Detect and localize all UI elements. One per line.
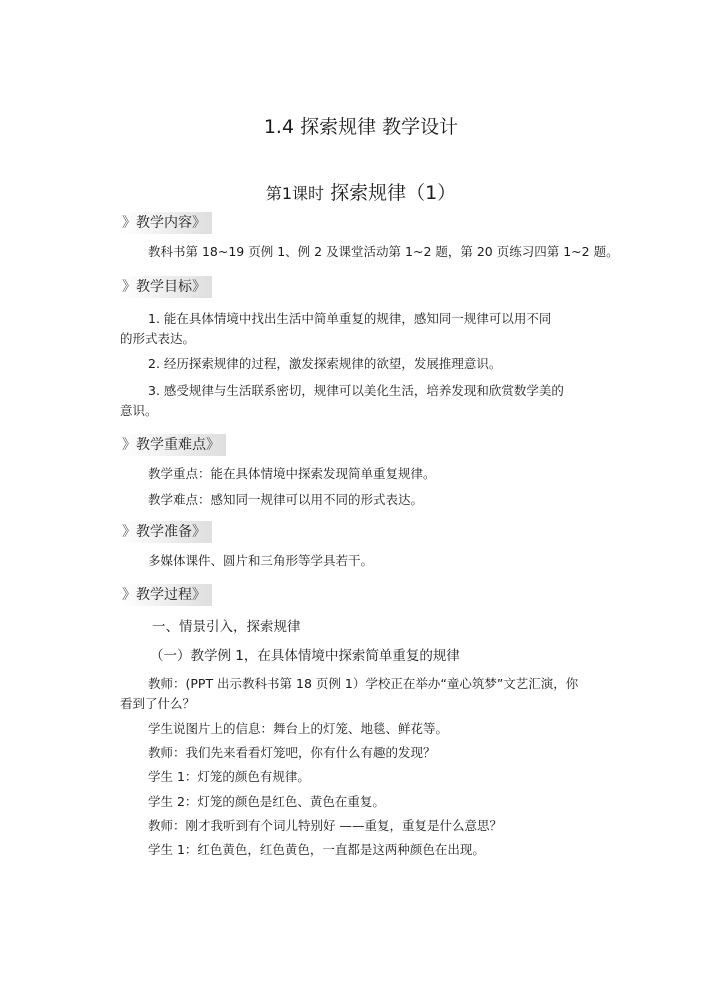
bracket-left: 》 bbox=[122, 215, 136, 231]
goal-2: 2. 经历探索规律的过程，激发探索规律的欲望，发展推理意识。 bbox=[148, 356, 502, 371]
bracket-right: 》 bbox=[192, 215, 206, 231]
section-label: 教学准备 bbox=[136, 524, 192, 540]
section-header-goals bbox=[120, 276, 212, 298]
section-header-content bbox=[120, 212, 212, 234]
section-header-process bbox=[120, 584, 212, 606]
goal-3-line-2: 意识。 bbox=[120, 403, 158, 418]
content-text: 教科书第 18~19 页例 1、例 2 及课堂活动第 1~2 题，第 20 页练习四第 1~2 题。 bbox=[148, 244, 619, 259]
dialogue-student-4: 学生 1：红色黄色，红色黄色，一直都是这两种颜色在出现。 bbox=[148, 842, 485, 857]
section-header-prep bbox=[120, 521, 212, 543]
section-label: 教学目标 bbox=[136, 279, 192, 295]
section-label: 教学重难点 bbox=[136, 437, 206, 453]
goal-1-line-2: 的形式表达。 bbox=[120, 331, 196, 346]
section-label: 教学内容 bbox=[136, 215, 192, 231]
bracket-right: 》 bbox=[192, 524, 206, 540]
goal-3-line-1: 3. 感受规律与生活联系密切，规律可以美化生活，培养发现和欣赏数学美的 bbox=[148, 383, 564, 398]
process-part-1-heading: 一、情景引入，探索规律 bbox=[152, 619, 301, 635]
bracket-right: 》 bbox=[192, 279, 206, 295]
bracket-right: 》 bbox=[206, 437, 220, 453]
dialogue-student-1: 学生说图片上的信息：舞台上的灯笼、地毯、鲜花等。 bbox=[148, 721, 449, 736]
bracket-left: 》 bbox=[122, 279, 136, 295]
dialogue-teacher-1-line-2: 看到了什么？ bbox=[120, 696, 196, 711]
document-title: 1.4 探索规律 教学设计 bbox=[263, 116, 459, 138]
lesson-heading bbox=[0, 180, 722, 207]
bracket-left: 》 bbox=[122, 437, 136, 453]
bracket-right: 》 bbox=[192, 587, 206, 603]
dialogue-teacher-2: 教师：我们先来看看灯笼吧，你有什么有趣的发现？ bbox=[148, 745, 436, 760]
section-label: 教学过程 bbox=[136, 587, 192, 603]
process-part-1-subheading: （一）教学例 1，在具体情境中探索简单重复的规律 bbox=[150, 648, 460, 664]
dialogue-teacher-1-line-1: 教师：(PPT 出示教科书第 18 页例 1）学校正在举办“童心筑梦”文艺汇演，你 bbox=[148, 676, 579, 691]
lesson-title: 探索规律（1） bbox=[330, 182, 457, 204]
prep-text: 多媒体课件、圆片和三角形等学具若干。 bbox=[148, 553, 374, 568]
key-point-focus: 教学重点：能在具体情境中探索发现简单重复规律。 bbox=[148, 466, 436, 481]
dialogue-teacher-3: 教师：刚才我听到有个词儿特别好 ——重复，重复是什么意思？ bbox=[148, 818, 502, 833]
dialogue-student-2: 学生 1：灯笼的颜色有规律。 bbox=[148, 769, 310, 784]
section-header-key-points bbox=[120, 434, 226, 456]
bracket-left: 》 bbox=[122, 524, 136, 540]
lesson-number: 第1课时 bbox=[265, 184, 325, 203]
dialogue-student-3: 学生 2：灯笼的颜色是红色、黄色在重复。 bbox=[148, 794, 385, 809]
goal-1-line-1: 1. 能在具体情境中找出生活中简单重复的规律，感知同一规律可以用不同 bbox=[148, 311, 552, 326]
bracket-left: 》 bbox=[122, 587, 136, 603]
key-point-difficulty: 教学难点：感知同一规律可以用不同的形式表达。 bbox=[148, 492, 424, 507]
